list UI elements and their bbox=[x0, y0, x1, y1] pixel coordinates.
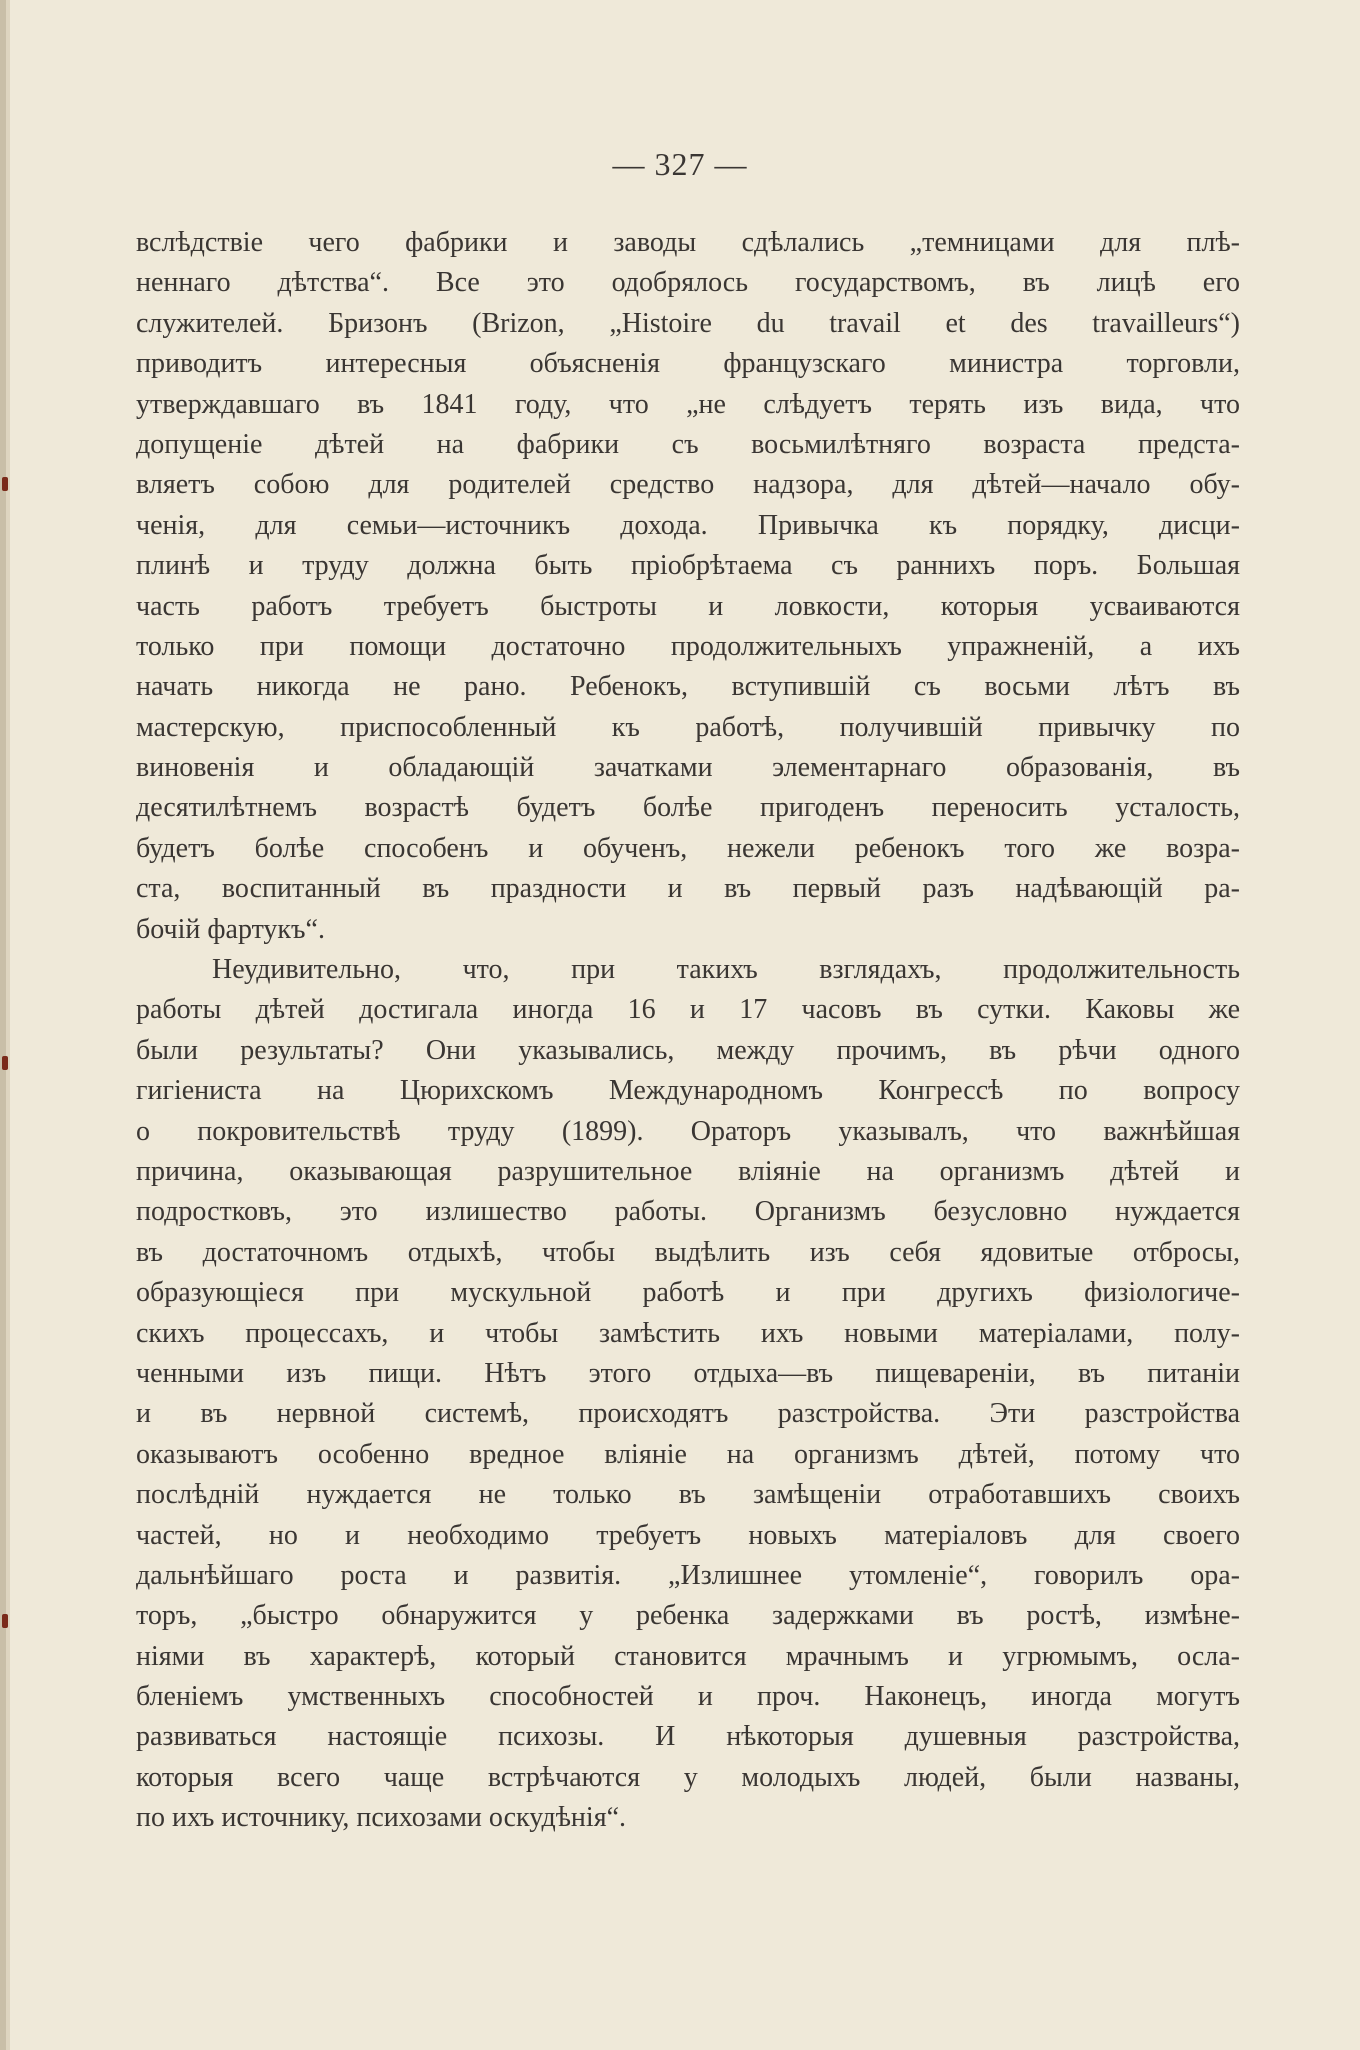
text-line: были результаты? Они указывались, между прочимъ, въ рѣчи одного bbox=[136, 1034, 1240, 1066]
text-line: торъ, „быстро обнаружится у ребенка задержками въ ростѣ, измѣне- bbox=[136, 1600, 1240, 1632]
page-number: — 327 — bbox=[612, 146, 748, 182]
text-line: о покровительствѣ труду (1899). Ораторъ указывалъ, что важнѣйшая bbox=[136, 1115, 1240, 1147]
text-line: частей, но и необходимо требуетъ новыхъ матеріаловъ для своего bbox=[136, 1519, 1240, 1551]
text-line: бленіемъ умственныхъ способностей и проч. Наконецъ, иногда могутъ bbox=[136, 1681, 1240, 1713]
text-line: развиваться настоящіе психозы. И нѣкоторыя душевныя разстройства, bbox=[136, 1721, 1240, 1753]
text-line: только при помощи достаточно продолжительныхъ упражненій, а ихъ bbox=[136, 630, 1240, 662]
text-line: Неудивительно, что, при такихъ взглядахъ, продолжительность bbox=[212, 954, 1240, 986]
text-line: гигіениста на Цюрихскомъ Международномъ Конгрессѣ по вопросу bbox=[136, 1075, 1240, 1107]
margin-mark bbox=[2, 477, 8, 491]
text-line: бочій фартукъ“. bbox=[136, 913, 325, 945]
text-line: послѣдній нуждается не только въ замѣщеніи отработавшихъ своихъ bbox=[136, 1479, 1240, 1511]
text-line: дальнѣйшаго роста и развитія. „Излишнее утомленіе“, говорилъ ора- bbox=[136, 1559, 1240, 1591]
text-line: допущеніе дѣтей на фабрики съ восьмилѣтняго возраста предста- bbox=[136, 428, 1240, 460]
text-line: которыя всего чаще встрѣчаются у молодыхъ людей, были названы, bbox=[136, 1761, 1240, 1793]
page-binding-shadow bbox=[6, 0, 10, 2050]
text-line: часть работъ требуетъ быстроты и ловкости, которыя усваиваются bbox=[136, 590, 1240, 622]
text-line: скихъ процессахъ, и чтобы замѣстить ихъ новыми матеріалами, полу- bbox=[136, 1317, 1240, 1349]
text-line: приводитъ интересныя объясненія французскаго министра торговли, bbox=[136, 348, 1240, 380]
text-line: вляетъ собою для родителей средство надзора, для дѣтей—начало обу- bbox=[136, 469, 1240, 501]
text-line: ста, воспитанный въ праздности и въ первый разъ надѣвающій ра- bbox=[136, 873, 1240, 905]
text-line: виновенія и обладающій зачатками элементарнаго образованія, въ bbox=[136, 752, 1240, 784]
text-line: утверждавшаго въ 1841 году, что „не слѣдуетъ терять изъ вида, что bbox=[136, 388, 1240, 420]
text-line: вслѣдствіе чего фабрики и заводы сдѣлались „темницами для плѣ- bbox=[136, 227, 1240, 258]
text-line: образующіеся при мускульной работѣ и при другихъ физіологиче- bbox=[136, 1277, 1240, 1309]
text-line: плинѣ и труду должна быть пріобрѣтаема съ раннихъ поръ. Большая bbox=[136, 550, 1240, 582]
text-line: причина, оказывающая разрушительное вліяніе на организмъ дѣтей и bbox=[136, 1155, 1240, 1187]
margin-mark bbox=[2, 1614, 8, 1628]
text-line: въ достаточномъ отдыхѣ, чтобы выдѣлить изъ себя ядовитые отбросы, bbox=[136, 1236, 1240, 1268]
text-line: начать никогда не рано. Ребенокъ, вступившій съ восьми лѣтъ въ bbox=[136, 671, 1240, 703]
paragraph-2 bbox=[136, 950, 1240, 1839]
text-line: неннаго дѣтства“. Все это одобрялось государствомъ, въ лицѣ его bbox=[136, 267, 1240, 299]
text-line: и въ нервной системѣ, происходятъ разстройства. Эти разстройства bbox=[136, 1398, 1240, 1430]
text-line: оказываютъ особенно вредное вліяніе на организмъ дѣтей, потому что bbox=[136, 1438, 1240, 1470]
text-line: служителей. Бризонъ (Brizon, „Histoire du travail et des travailleurs“) bbox=[136, 307, 1240, 339]
paragraph-1 bbox=[136, 223, 1240, 950]
text-line: мастерскую, приспособленный къ работѣ, получившій привычку по bbox=[136, 711, 1240, 743]
text-line: будетъ болѣе способенъ и обученъ, нежели ребенокъ того же возра- bbox=[136, 832, 1240, 864]
text-line: ченія, для семьи—источникъ дохода. Привычка къ порядку, дисци- bbox=[136, 509, 1240, 541]
text-line: работы дѣтей достигала иногда 16 и 17 часовъ въ сутки. Каковы же bbox=[136, 994, 1240, 1026]
margin-mark bbox=[2, 1056, 8, 1070]
text-line: ніями въ характерѣ, который становится мрачнымъ и угрюмымъ, осла- bbox=[136, 1640, 1240, 1672]
text-line: десятилѣтнемъ возрастѣ будетъ болѣе пригоденъ переносить усталость, bbox=[136, 792, 1240, 824]
body-text bbox=[136, 223, 1240, 1839]
text-line: подростковъ, это излишество работы. Организмъ безусловно нуждается bbox=[136, 1196, 1240, 1228]
text-line: по ихъ источнику, психозами оскудѣнія“. bbox=[136, 1802, 626, 1834]
text-line: ченными изъ пищи. Нѣтъ этого отдыха—въ пищевареніи, въ питаніи bbox=[136, 1357, 1240, 1389]
